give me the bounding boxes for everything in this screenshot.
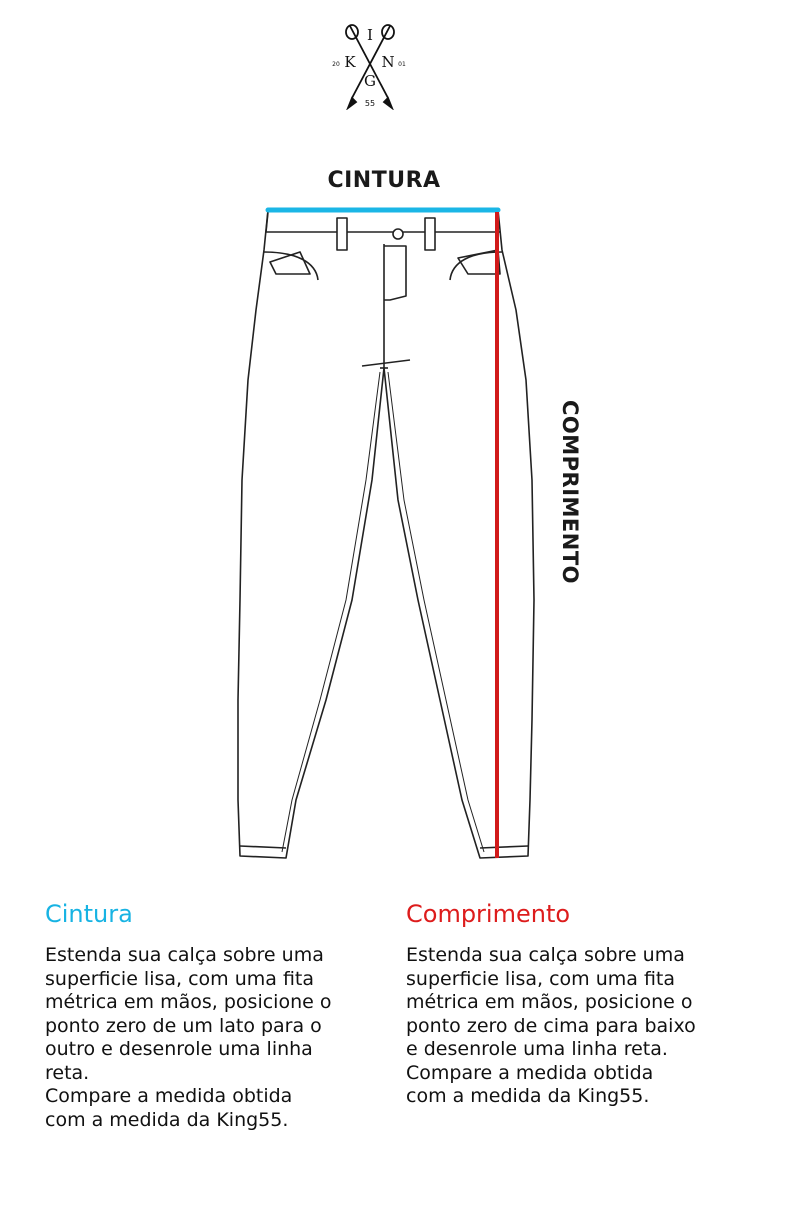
logo-letter-n: N [381,53,395,71]
waist-title: Cintura [45,900,133,928]
waist-label: CINTURA [327,168,441,193]
length-title: Comprimento [406,900,571,928]
logo-letter-k: K [344,53,356,71]
logo-number: 55 [364,99,376,108]
waist-text: Estenda sua calça sobre uma superficie lisa, com uma fita métrica em mãos, posicione o ponto zero de um lato para o outro e desenrole uma linha reta. Compare a medida obtida com a medida da King55. [45,944,332,1131]
length-instructions [406,900,746,1109]
waist-instructions [45,900,385,1132]
logo-year-right: 01 [398,61,406,68]
pants-outline [238,210,534,858]
logo-year-left: 20 [332,61,340,68]
logo-letter-i: I [367,26,373,44]
king55-logo [328,20,412,110]
pants-diagram [0,120,806,880]
logo-letter-g: G [364,72,376,90]
length-label: COMPRIMENTO [558,400,582,585]
length-text: Estenda sua calça sobre uma superficie lisa, com uma fita métrica em mãos, posicione o ponto zero de cima para baixo e desenrole uma linha reta. Compare a medida obtida com a medida da King55. [406,944,696,1107]
